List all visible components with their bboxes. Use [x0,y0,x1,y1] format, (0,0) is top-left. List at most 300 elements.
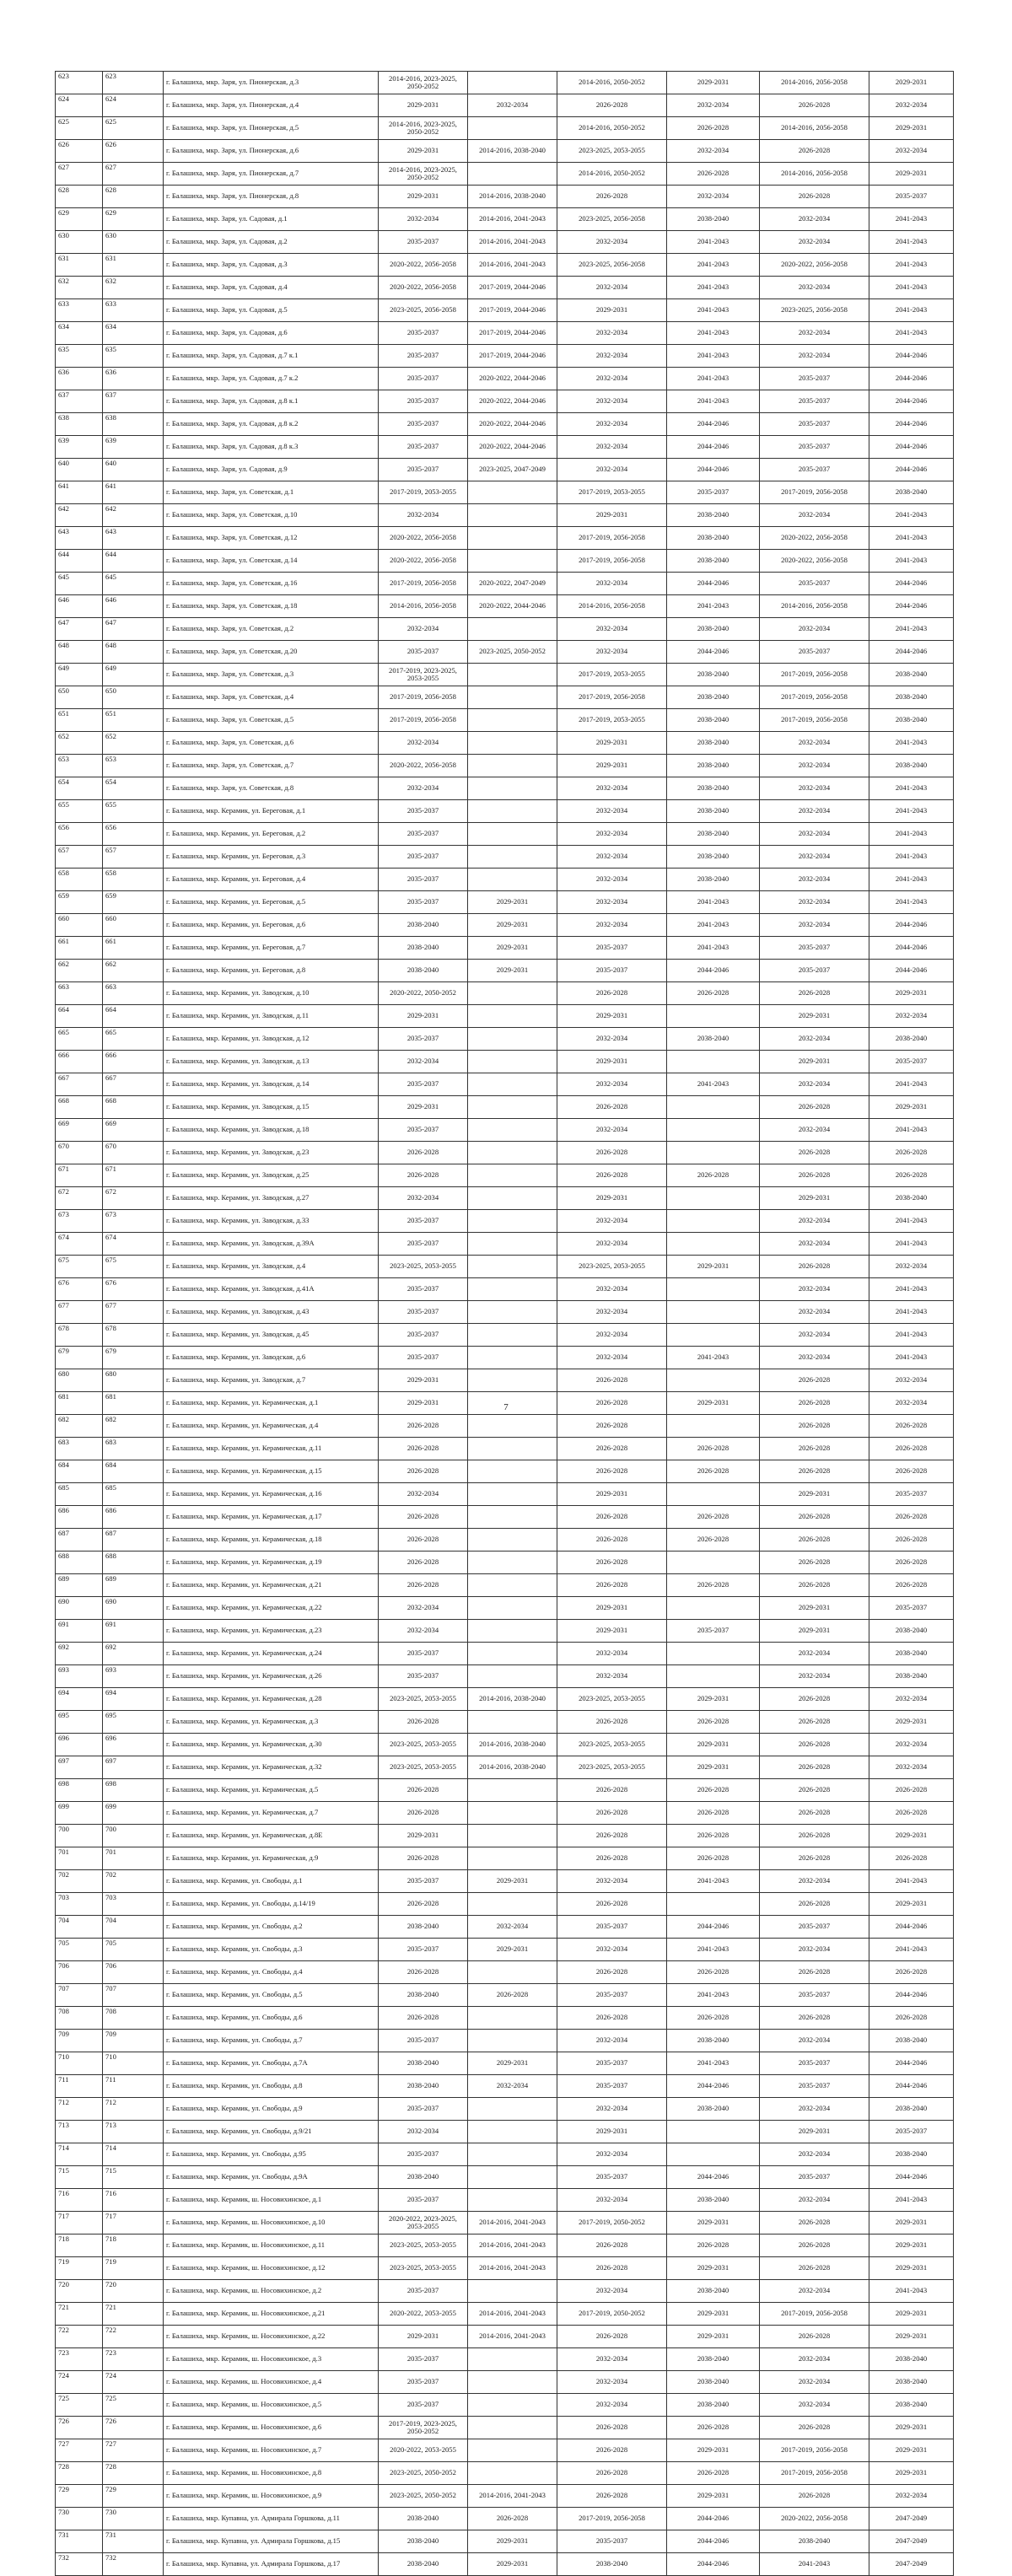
table-row [56,1756,954,1779]
period-cell: 2029-2031 [557,1597,667,1620]
period-cell [468,800,557,823]
period-cell [468,1506,557,1529]
object-number-cell: 696 [103,1734,164,1756]
object-number-cell: 699 [103,1802,164,1825]
period-cell: 2017-2019, 2050-2052 [557,2212,667,2235]
address-cell: г. Балашиха, мкр. Керамик, ул. Заводская, д.25 [164,1164,379,1187]
table-row [56,914,954,937]
period-cell: 2029-2031 [468,914,557,937]
period-cell: 2017-2019, 2023-2025, 2053-2055 [379,664,468,686]
period-cell: 2029-2031 [557,299,667,322]
period-cell: 2035-2037 [557,1916,667,1939]
period-cell: 2026-2028 [667,1961,760,1984]
period-cell: 2032-2034 [869,94,954,117]
period-cell: 2032-2034 [760,914,869,937]
period-cell: 2026-2028 [557,1460,667,1483]
period-cell: 2044-2046 [869,459,954,481]
period-cell: 2026-2028 [667,2007,760,2030]
period-cell: 2023-2025, 2050-2052 [379,2485,468,2508]
table-row [56,2508,954,2530]
period-cell: 2014-2016, 2056-2058 [557,595,667,618]
address-cell: г. Балашиха, мкр. Керамик, ш. Носовихинское, д.5 [164,2394,379,2417]
period-cell: 2026-2028 [667,1711,760,1734]
period-cell: 2035-2037 [869,2121,954,2143]
period-cell: 2032-2034 [760,1028,869,1051]
period-cell: 2032-2034 [760,1278,869,1301]
period-cell: 2026-2028 [557,186,667,208]
period-cell [667,1597,760,1620]
period-cell: 2032-2034 [557,413,667,436]
object-number-cell: 730 [103,2508,164,2530]
table-row [56,1256,954,1278]
table-row [56,1051,954,1073]
object-number-cell: 649 [103,664,164,686]
period-cell: 2029-2031 [557,755,667,777]
period-cell: 2026-2028 [869,1506,954,1529]
address-cell: г. Балашиха, мкр. Заря, ул. Садовая, д.8 к.2 [164,413,379,436]
table-row [56,618,954,641]
period-cell: 2044-2046 [869,1984,954,2007]
address-cell: г. Балашиха, мкр. Керамик, ш. Носовихинское, д.4 [164,2371,379,2394]
object-number-cell: 659 [103,891,164,914]
period-cell: 2020-2022, 2056-2058 [379,755,468,777]
object-number-cell: 705 [103,1939,164,1961]
period-cell: 2029-2031 [869,982,954,1005]
period-cell: 2026-2028 [379,1164,468,1187]
period-cell: 2026-2028 [760,1415,869,1438]
row-number-cell: 695 [56,1711,103,1734]
row-number-cell: 691 [56,1620,103,1643]
address-cell: г. Балашиха, мкр. Керамик, ш. Носовихинское, д.10 [164,2212,379,2235]
table-row [56,686,954,709]
period-cell: 2014-2016, 2038-2040 [468,186,557,208]
address-cell: г. Балашиха, мкр. Керамик, ул. Керамическая, д.21 [164,1574,379,1597]
object-number-cell: 697 [103,1756,164,1779]
period-cell: 2041-2043 [869,891,954,914]
period-cell: 2026-2028 [557,2462,667,2485]
address-cell: г. Балашиха, мкр. Керамик, ул. Керамическая, д.3 [164,1711,379,1734]
period-cell: 2035-2037 [760,390,869,413]
object-number-cell: 712 [103,2098,164,2121]
address-cell: г. Балашиха, мкр. Заря, ул. Пионерская, д.5 [164,117,379,140]
table-row [56,1460,954,1483]
address-cell: г. Балашиха, мкр. Керамик, ул. Керамическая, д.23 [164,1620,379,1643]
period-cell [667,1051,760,1073]
period-cell: 2044-2046 [869,2166,954,2189]
period-cell: 2038-2040 [667,686,760,709]
period-cell: 2029-2031 [869,2417,954,2439]
table-row [56,2280,954,2303]
period-cell: 2014-2016, 2041-2043 [468,231,557,254]
period-cell: 2029-2031 [557,1187,667,1210]
address-cell: г. Балашиха, мкр. Керамик, ул. Керамическая, д.19 [164,1552,379,1574]
period-cell: 2041-2043 [869,254,954,277]
period-cell: 2026-2028 [379,1847,468,1870]
period-cell: 2026-2028 [760,1096,869,1119]
period-cell: 2029-2031 [869,1711,954,1734]
object-number-cell: 694 [103,1688,164,1711]
period-cell: 2017-2019, 2056-2058 [760,481,869,504]
period-cell: 2044-2046 [869,436,954,459]
period-cell: 2044-2046 [667,436,760,459]
address-cell: г. Балашиха, мкр. Керамик, ул. Керамическая, д.7 [164,1802,379,1825]
period-cell: 2035-2037 [557,2166,667,2189]
address-cell: г. Балашиха, мкр. Керамик, ш. Носовихинское, д.6 [164,2417,379,2439]
period-cell: 2026-2028 [760,1369,869,1392]
address-cell: г. Балашиха, мкр. Керамик, ул. Керамическая, д.18 [164,1529,379,1552]
table-row [56,72,954,94]
row-number-cell: 646 [56,595,103,618]
period-cell: 2026-2028 [557,1711,667,1734]
period-cell: 2026-2028 [557,1802,667,1825]
period-cell: 2017-2019, 2056-2058 [760,709,869,732]
period-cell: 2038-2040 [869,1028,954,1051]
period-cell [667,1369,760,1392]
row-number-cell: 723 [56,2348,103,2371]
period-cell: 2026-2028 [557,1392,667,1415]
period-cell: 2029-2031 [869,2326,954,2348]
row-number-cell: 644 [56,550,103,573]
object-number-cell: 687 [103,1529,164,1552]
period-cell: 2026-2028 [760,1779,869,1802]
period-cell: 2041-2043 [869,1301,954,1324]
period-cell: 2032-2034 [557,1347,667,1369]
row-number-cell: 630 [56,231,103,254]
period-cell [468,2098,557,2121]
table-row [56,641,954,664]
period-cell: 2038-2040 [667,2030,760,2052]
table-row [56,1164,954,1187]
period-cell: 2020-2022, 2044-2046 [468,413,557,436]
row-number-cell: 648 [56,641,103,664]
period-cell: 2044-2046 [869,2052,954,2075]
period-cell: 2032-2034 [557,231,667,254]
object-number-cell: 680 [103,1369,164,1392]
table-row [56,459,954,481]
period-cell [667,1665,760,1688]
period-cell [667,2143,760,2166]
period-cell: 2032-2034 [760,2280,869,2303]
period-cell: 2035-2037 [557,2075,667,2098]
period-cell [468,1529,557,1552]
period-cell: 2035-2037 [379,1939,468,1961]
period-cell: 2032-2034 [667,186,760,208]
period-cell: 2017-2019, 2056-2058 [760,2439,869,2462]
address-cell: г. Балашиха, мкр. Керамик, ул. Заводская, д.15 [164,1096,379,1119]
address-cell: г. Балашиха, мкр. Керамик, ул. Заводская, д.13 [164,1051,379,1073]
table-row [56,1142,954,1164]
period-cell: 2026-2028 [869,1438,954,1460]
period-cell: 2026-2028 [667,1529,760,1552]
period-cell: 2026-2028 [869,1164,954,1187]
address-cell: г. Балашиха, мкр. Керамик, ул. Керамическая, д.30 [164,1734,379,1756]
period-cell: 2035-2037 [379,1073,468,1096]
period-cell [468,1256,557,1278]
table-row [56,1574,954,1597]
period-cell: 2026-2028 [557,2417,667,2439]
period-cell: 2029-2031 [468,2530,557,2553]
period-cell: 2032-2034 [557,2371,667,2394]
row-number-cell: 685 [56,1483,103,1506]
period-cell: 2026-2028 [760,1825,869,1847]
period-cell: 2032-2034 [760,891,869,914]
period-cell: 2032-2034 [379,618,468,641]
period-cell: 2026-2028 [760,982,869,1005]
row-number-cell: 655 [56,800,103,823]
object-number-cell: 670 [103,1142,164,1164]
period-cell: 2044-2046 [667,641,760,664]
row-number-cell: 710 [56,2052,103,2075]
period-cell: 2032-2034 [468,94,557,117]
period-cell: 2026-2028 [468,1984,557,2007]
period-cell: 2041-2043 [869,800,954,823]
object-number-cell: 681 [103,1392,164,1415]
period-cell [468,1051,557,1073]
table-row [56,2143,954,2166]
period-cell: 2038-2040 [667,208,760,231]
period-cell: 2032-2034 [557,1665,667,1688]
object-number-cell: 692 [103,1643,164,1665]
period-cell: 2026-2028 [557,2257,667,2280]
table-row [56,709,954,732]
period-cell: 2032-2034 [468,2075,557,2098]
object-number-cell: 683 [103,1438,164,1460]
table-row [56,299,954,322]
address-cell: г. Балашиха, мкр. Керамик, ул. Керамическая, д.11 [164,1438,379,1460]
period-cell: 2017-2019, 2056-2058 [760,2462,869,2485]
period-cell: 2032-2034 [379,1620,468,1643]
period-cell: 2014-2016, 2023-2025, 2050-2052 [379,117,468,140]
object-number-cell: 678 [103,1324,164,1347]
period-cell [667,1142,760,1164]
period-cell: 2035-2037 [379,231,468,254]
period-cell [468,1802,557,1825]
object-number-cell: 661 [103,937,164,960]
period-cell: 2035-2037 [379,368,468,390]
address-cell: г. Балашиха, мкр. Заря, ул. Советская, д.18 [164,595,379,618]
address-cell: г. Балашиха, мкр. Заря, ул. Садовая, д.5 [164,299,379,322]
period-cell: 2032-2034 [557,846,667,869]
period-cell: 2026-2028 [667,163,760,186]
row-number-cell: 668 [56,1096,103,1119]
table-row [56,1847,954,1870]
row-number-cell: 708 [56,2007,103,2030]
table-row [56,231,954,254]
row-number-cell: 643 [56,527,103,550]
period-cell: 2044-2046 [869,595,954,618]
period-cell: 2041-2043 [667,891,760,914]
table-row [56,254,954,277]
table-row [56,2189,954,2212]
period-cell: 2014-2016, 2041-2043 [468,2212,557,2235]
row-number-cell: 639 [56,436,103,459]
period-cell: 2041-2043 [667,322,760,345]
table-row [56,1552,954,1574]
table-row [56,550,954,573]
period-cell: 2029-2031 [869,2235,954,2257]
row-number-cell: 626 [56,140,103,163]
period-cell: 2032-2034 [760,322,869,345]
table-row [56,1597,954,1620]
period-cell: 2014-2016, 2023-2025, 2050-2052 [379,72,468,94]
period-cell: 2026-2028 [760,1802,869,1825]
row-number-cell: 712 [56,2098,103,2121]
period-cell: 2029-2031 [869,1096,954,1119]
table-row [56,1802,954,1825]
row-number-cell: 633 [56,299,103,322]
period-cell: 2044-2046 [667,413,760,436]
period-cell: 2035-2037 [760,937,869,960]
period-cell: 2029-2031 [869,2439,954,2462]
row-number-cell: 680 [56,1369,103,1392]
table-row [56,1187,954,1210]
period-cell: 2035-2037 [379,345,468,368]
table-row [56,481,954,504]
address-cell: г. Балашиха, мкр. Керамик, ул. Береговая, д.7 [164,937,379,960]
table-row [56,2530,954,2553]
row-number-cell: 715 [56,2166,103,2189]
period-cell: 2032-2034 [760,1233,869,1256]
period-cell: 2023-2025, 2053-2055 [557,1688,667,1711]
period-cell: 2026-2028 [760,1734,869,1756]
period-cell: 2035-2037 [379,1347,468,1369]
period-cell: 2026-2028 [667,1825,760,1847]
period-cell: 2026-2028 [760,1529,869,1552]
period-cell: 2026-2028 [760,1506,869,1529]
object-number-cell: 640 [103,459,164,481]
period-cell: 2029-2031 [760,1051,869,1073]
period-cell: 2032-2034 [557,345,667,368]
address-cell: г. Балашиха, мкр. Керамик, ул. Свободы, д.3 [164,1939,379,1961]
period-cell: 2026-2028 [760,1392,869,1415]
object-number-cell: 691 [103,1620,164,1643]
address-cell: г. Балашиха, мкр. Керамик, ул. Береговая, д.2 [164,823,379,846]
table-row [56,1347,954,1369]
period-cell: 2041-2043 [667,368,760,390]
table-row [56,1506,954,1529]
row-number-cell: 726 [56,2417,103,2439]
period-cell: 2014-2016, 2056-2058 [760,163,869,186]
period-cell: 2038-2040 [667,2394,760,2417]
period-cell: 2035-2037 [760,2166,869,2189]
period-cell: 2026-2028 [760,1460,869,1483]
address-cell: г. Балашиха, мкр. Керамик, ул. Береговая, д.3 [164,846,379,869]
address-cell: г. Балашиха, мкр. Керамик, ул. Свободы, д.1 [164,1870,379,1893]
period-cell: 2035-2037 [379,1643,468,1665]
table-row [56,436,954,459]
period-cell: 2041-2043 [869,2189,954,2212]
period-cell: 2035-2037 [379,846,468,869]
period-cell: 2041-2043 [667,277,760,299]
row-number-cell: 628 [56,186,103,208]
period-cell: 2026-2028 [557,2485,667,2508]
period-cell [468,1415,557,1438]
table-row [56,2485,954,2508]
period-cell: 2041-2043 [869,527,954,550]
period-cell: 2032-2034 [667,140,760,163]
row-number-cell: 727 [56,2439,103,2462]
object-number-cell: 689 [103,1574,164,1597]
period-cell [667,1324,760,1347]
address-cell: г. Балашиха, мкр. Керамик, ул. Свободы, д.9А [164,2166,379,2189]
object-number-cell: 723 [103,2348,164,2371]
period-cell [468,2348,557,2371]
address-cell: г. Балашиха, мкр. Керамик, ул. Заводская, д.12 [164,1028,379,1051]
period-cell: 2020-2022, 2047-2049 [468,573,557,595]
period-cell: 2032-2034 [379,208,468,231]
period-cell: 2026-2028 [760,2212,869,2235]
row-number-cell: 682 [56,1415,103,1438]
period-cell: 2032-2034 [557,800,667,823]
object-number-cell: 669 [103,1119,164,1142]
period-cell: 2032-2034 [557,1278,667,1301]
address-cell: г. Балашиха, мкр. Заря, ул. Советская, д.1 [164,481,379,504]
period-cell: 2047-2049 [869,2553,954,2576]
object-number-cell: 707 [103,1984,164,2007]
period-cell: 2032-2034 [557,1119,667,1142]
period-cell: 2032-2034 [557,823,667,846]
row-number-cell: 713 [56,2121,103,2143]
period-cell: 2035-2037 [760,1984,869,2007]
period-cell: 2032-2034 [557,641,667,664]
period-cell: 2026-2028 [379,1779,468,1802]
period-cell: 2032-2034 [760,2189,869,2212]
period-cell: 2029-2031 [869,117,954,140]
period-cell: 2032-2034 [557,2189,667,2212]
period-cell: 2026-2028 [379,1802,468,1825]
period-cell [468,1574,557,1597]
address-cell: г. Балашиха, мкр. Заря, ул. Садовая, д.2 [164,231,379,254]
period-cell [468,1278,557,1301]
table-row [56,322,954,345]
object-number-cell: 651 [103,709,164,732]
period-cell: 2035-2037 [379,1870,468,1893]
period-cell: 2041-2043 [869,1073,954,1096]
period-cell: 2026-2028 [760,1893,869,1916]
period-cell: 2014-2016, 2023-2025, 2050-2052 [379,163,468,186]
object-number-cell: 695 [103,1711,164,1734]
period-cell: 2035-2037 [760,641,869,664]
period-cell: 2038-2040 [667,755,760,777]
period-cell: 2032-2034 [760,618,869,641]
object-number-cell: 625 [103,117,164,140]
period-cell: 2017-2019, 2056-2058 [557,2508,667,2530]
period-cell: 2026-2028 [557,1438,667,1460]
period-cell: 2035-2037 [379,2348,468,2371]
table-row [56,1483,954,1506]
period-cell: 2026-2028 [379,1711,468,1734]
period-cell [468,1483,557,1506]
period-cell: 2032-2034 [379,777,468,800]
period-cell: 2032-2034 [760,2030,869,2052]
period-cell: 2023-2025, 2053-2055 [379,2235,468,2257]
period-cell: 2041-2043 [869,231,954,254]
period-cell: 2038-2040 [869,1643,954,1665]
table-row [56,777,954,800]
row-number-cell: 653 [56,755,103,777]
row-number-cell: 673 [56,1210,103,1233]
period-cell [468,1711,557,1734]
table-body [56,72,954,2576]
row-number-cell: 725 [56,2394,103,2417]
period-cell: 2023-2025, 2053-2055 [557,1756,667,1779]
period-cell: 2038-2040 [379,1916,468,1939]
row-number-cell: 638 [56,413,103,436]
object-number-cell: 713 [103,2121,164,2143]
table-row [56,527,954,550]
table-row [56,732,954,755]
period-cell: 2041-2043 [869,732,954,755]
